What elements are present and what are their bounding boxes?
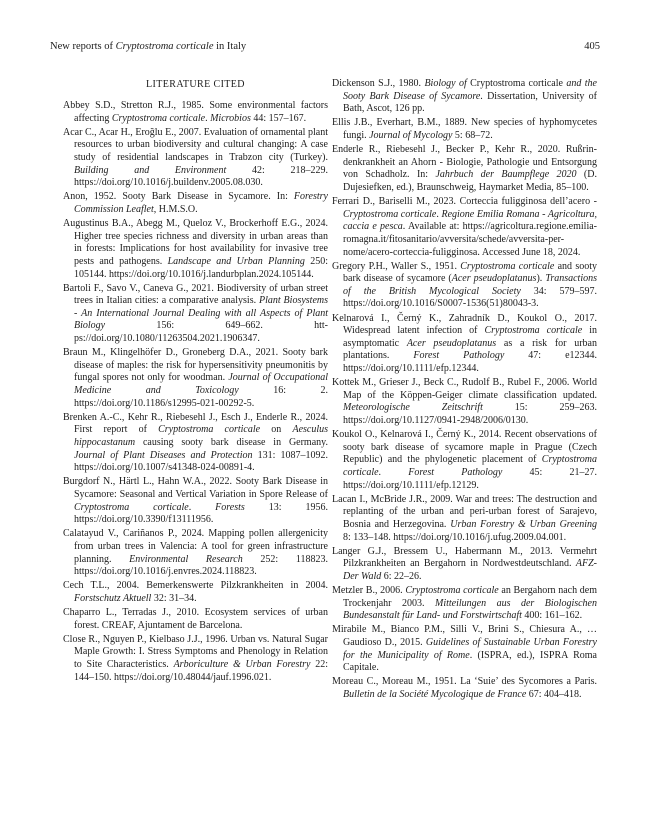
reference-text: 13: 1956. https://doi.org/10.3390/f13111956. (74, 501, 329, 526)
reference-text: 15: 259–263. https://doi.org/10.1127/0941-2948/2006/0130. (343, 402, 597, 426)
reference-italic-text: Mitteilungen aus der Biologischen Bundesanstalt für Land- und Forstwirtschaft (343, 597, 597, 622)
references-column-left (63, 78, 328, 686)
reference-text: . (188, 501, 216, 513)
running-title-segment: New reports of (50, 41, 116, 52)
reference-text: Anon, 1952. Sooty Bark Disease in Sycamore. In: (63, 191, 294, 203)
reference-text: Ellis J.B., Everhart, B.M., 1889. New species of hyphomycetes fungi. (332, 117, 597, 141)
page-number: 405 (584, 41, 600, 52)
reference-entry (332, 676, 597, 701)
reference-text: Burgdorf N., Härtl L., Hahn W.A., 2022. Sooty Bark Disease in Sycamore: Seasonal and Vertical Variation in Spore Release of (63, 476, 328, 500)
reference-text: Moreau C., Moreau M., 1951. La ‘Suie’ des Sycomores a Paris. (332, 676, 597, 688)
reference-text: 400: 161–162. (521, 610, 583, 622)
reference-text: 16: 2. https://doi.org/10.1186/s12995-021-00292-5. (74, 385, 328, 409)
reference-italic-text: Cryptostroma corticale (74, 501, 189, 513)
reference-text: Kottek M., Grieser J., Beck C., Rudolf B., Rubel F., 2006. World Map of the Köppen-Geiger climate classification updated. (332, 377, 597, 401)
reference-text: Kelnarová I., Černý K., Zahradník D., Koukol O., 2017. Widespread latent infection of (332, 312, 597, 337)
reference-text: Gregory P.H., Waller S., 1951. (332, 260, 461, 272)
section-heading: LITERATURE CITED (146, 79, 245, 90)
reference-entry (63, 191, 328, 216)
reference-text: 32: 31–34. (151, 592, 197, 604)
running-title (50, 40, 246, 53)
reference-entry (63, 634, 328, 684)
reference-italic-text: Cryptostroma corticale (343, 208, 437, 220)
reference-text: . (436, 208, 442, 220)
reference-italic-text: Forestry Commission Leaflet (74, 191, 328, 215)
reference-entry (63, 283, 328, 346)
reference-entry (332, 144, 597, 194)
reference-text: , H.M.S.O. (153, 203, 198, 215)
reference-italic-text: Guidelines of Sustainable Urban Forestry for the Municipality of Rome (343, 637, 597, 661)
reference-entry (63, 476, 328, 526)
reference-italic-text: Biology of (424, 78, 467, 89)
reference-text: Brenken A.-C., Kehr R., Riebesehl J., Esch J., Enderle R., 2024. First report of (63, 411, 328, 436)
reference-entry (63, 347, 328, 410)
reference-text: Cech T.L., 2004. Bemerkenswerte Pilzkrankheiten in 2004. (63, 580, 328, 592)
reference-entry (63, 127, 328, 190)
reference-italic-text: Meteorologische Zeitschrift (343, 402, 483, 414)
reference-text: 67: 404–418. (526, 689, 582, 701)
reference-text: 250: 105144. https://doi.org/10.1016/j.landurbplan.2024.105144. (74, 255, 328, 280)
reference-text: . (378, 466, 409, 478)
reference-entry (332, 624, 597, 674)
reference-italic-text: Forstschutz Aktuell (74, 592, 152, 604)
reference-text: Cryptostroma corticale (466, 78, 567, 89)
reference-italic-text: and the Sooty Bark Disease of Sycamore (343, 78, 597, 102)
reference-italic-text: Microbios (210, 112, 251, 124)
reference-entry (63, 607, 328, 632)
reference-text: Metzler B., 2006. (332, 585, 406, 597)
reference-italic-text: Forest Pathology (408, 466, 503, 478)
reference-text: 47: e12344. https://doi.org/10.1111/efp.12344. (343, 350, 598, 375)
reference-italic-text: Environmental Research (129, 553, 243, 565)
reference-text: and sooty bark disease of sycamore ( (343, 260, 597, 285)
reference-text: 6: 22–26. (381, 570, 422, 582)
reference-list-right (332, 78, 597, 702)
reference-italic-text: AFZ-Der Wald (343, 558, 597, 582)
reference-text: 22: 144–150. https://doi.org/10.48044/jauf.1996.021. (74, 659, 328, 683)
reference-text: Chaparro L., Terradas J., 2010. Ecosystem services of urban forest. CREAF, Ajuntament de Barcelona. (63, 607, 328, 631)
reference-entry (332, 546, 597, 584)
reference-italic-text: Cryptostroma corticale (405, 585, 499, 597)
reference-text: in asymptomatic (343, 325, 598, 349)
reference-text: 156: 649–662. https://doi.org/10.1080/11263504.2021.1906347. (74, 320, 328, 345)
reference-entry (332, 585, 597, 623)
reference-text: Langer G.J., Bressem U., Habermann M., 2013. Vermehrt Pilzkrankheiten an Bergahorn in Nordwestdeutschland. (332, 545, 597, 570)
reference-entry (63, 528, 328, 578)
reference-italic-text: Cryptostroma corticale (484, 325, 583, 337)
reference-entry (332, 377, 597, 427)
reference-text: causing sooty bark disease in Germany. (135, 437, 328, 448)
reference-italic-text: Arboriculture & Urban Forestry (173, 659, 311, 671)
reference-list-left (63, 100, 328, 684)
reference-entry (63, 412, 328, 475)
reference-text: 131: 1087–1092. https://doi.org/10.1007/s41348-024-00891-4. (74, 449, 328, 474)
reference-text: . (205, 112, 211, 124)
reference-entry (63, 100, 328, 125)
references-column-right (332, 78, 597, 703)
reference-text: on (260, 424, 293, 436)
reference-italic-text: Transactions of the British Mycological Society (343, 273, 597, 297)
reference-italic-text: Regione Emilia Romana - Agricoltura, caccia e pesca (343, 208, 598, 233)
reference-text: . (ISPRA, ed.), ISPRA Roma Capitale. (343, 649, 597, 674)
reference-text: 44: 157–167. (250, 112, 307, 124)
reference-entry (332, 117, 597, 142)
reference-italic-text: Journal of Plant Diseases and Protection (74, 449, 253, 461)
reference-italic-text: Cryptostroma corticale (111, 112, 206, 124)
reference-text: (D. Dujesiefken, ed.), Braunschweig, Haymarket Media, 85–100. (343, 169, 597, 193)
reference-text: 5: 68–72. (452, 129, 493, 141)
reference-text: 42: 218–229. https://doi.org/10.1016/j.buildenv.2005.08.030. (74, 164, 329, 189)
reference-italic-text: Landscape and Urban Planning (167, 255, 305, 267)
reference-italic-text: Urban Forestry & Urban Greening (450, 518, 597, 530)
reference-text: 252: 118823. https://doi.org/10.1016/j.envres.2024.118823. (74, 553, 328, 578)
reference-text: . Available at: https://agricoltura.regione.emilia-romagna.it/fitosanitario/avversita/schede/avversita-per-nome/acero-corteccia-fuligginosa. Accessed June 18, 2024. (343, 221, 597, 258)
reference-italic-text: Forests (215, 501, 245, 513)
reference-entry (332, 196, 597, 259)
reference-italic-text: Cryptostroma corticale (343, 454, 597, 478)
reference-text: an Bergahorn nach dem Trockenjahr 2003. (343, 585, 598, 609)
reference-entry (63, 580, 328, 605)
reference-entry (332, 429, 597, 492)
reference-text: 8: 133–148. https://doi.org/10.1016/j.ufug.2009.04.001. (343, 531, 567, 543)
reference-text: Acar C., Acar H., Eroğlu E., 2007. Evaluation of ornamental plant resources to urban biodiversity and cultural changing: A case study of residential landscapes in Trabzon city (Turkey). (63, 126, 328, 163)
reference-text: Dickenson S.J., 1980. (332, 78, 425, 89)
reference-italic-text: Acer pseudoplatanus (451, 273, 537, 285)
reference-italic-text: Cryptostroma corticale (460, 260, 555, 272)
reference-text: 34: 579–597. https://doi.org/10.1016/S0007-1536(51)80043-3. (343, 285, 598, 310)
reference-text: Enderle R., Riebesehl J., Becker P., Kehr R., 2020. Rußrindenkrankheit an Ahorn - Biologie, Pathologie und Entsorgung von Schadholz. In: (332, 144, 597, 181)
reference-text: Calatayud V., Cariñanos P., 2024. Mapping pollen allergenicity from urban trees in Valencia: A tool for green infrastructure planning. (63, 528, 328, 565)
reference-text: Mirabile M., Bianco P.M., Silli V., Brini S., Chiesura A., … Gaudioso D., 2015. (332, 624, 597, 649)
reference-entry (332, 261, 597, 311)
reference-entry (332, 313, 597, 376)
reference-text: Close R., Nguyen P., Kielbaso J.J., 1996. Urban vs. Natural Sugar Maple Growth: I. Stress Symptoms and Phenology in Relation to Site Characteristics. (63, 633, 328, 671)
reference-text: Augustinus B.A., Abegg M., Queloz V., Brockerhoff E.G., 2024. Higher tree species richness and diversity in urban areas than in forests: Implications for host availability for invasive tree pests and pathogens. (63, 218, 328, 267)
reference-italic-text: Aesculus hippocastanum (74, 424, 329, 448)
running-title-segment: Cryptostroma corticale (115, 41, 214, 52)
reference-entry (63, 218, 328, 281)
reference-text: Ferrari D., Bariselli M., 2023. Corteccia fuligginosa dell’acero - (332, 196, 597, 208)
reference-text: . Dissertation, University of Bath, Ascot, 126 pp. (343, 90, 597, 115)
reference-text: as a risk for urban plantations. (343, 337, 597, 362)
reference-italic-text: Acer pseudoplatanus (406, 337, 497, 349)
reference-text: Koukol O., Kelnarová I., Černý K., 2014. Recent observations of sooty bark disease of sycamore maple in Prague (Czech Republic) and the phylogenetic placement of (332, 429, 597, 466)
running-title-segment: in Italy (213, 41, 247, 52)
reference-text: 45: 21–27. https://doi.org/10.1111/efp.12129. (343, 466, 598, 491)
reference-italic-text: Plant Biosystems - An International Journal Dealing with all Aspects of Plant Biology (74, 295, 328, 332)
reference-italic-text: Journal of Occupational Medicine and Toxicology (74, 372, 328, 397)
reference-italic-text: Journal of Mycology (369, 129, 453, 141)
reference-entry (332, 78, 597, 116)
reference-italic-text: Forest Pathology (413, 350, 505, 362)
reference-italic-text: Building and Environment (74, 164, 227, 176)
reference-italic-text: Cryptostroma corticale (158, 424, 261, 436)
reference-text: Abbey S.D., Stretton R.J., 1985. Some environmental factors affecting (63, 100, 328, 124)
reference-italic-text: Jahrbuch der Baumpflege 2020 (435, 169, 577, 181)
reference-text: Braun M., Klingelhöfer D., Groneberg D.A., 2021. Sooty bark disease of maples: the risk for hypersensitivity pneumonitis by fungal spores not only for woodman. (63, 347, 328, 384)
reference-text: ). (536, 273, 546, 285)
reference-text: Bartoli F., Savo V., Caneva G., 2021. Biodiversity of urban street trees in Italian cities: a comparative analysis. (63, 282, 328, 307)
reference-entry (332, 494, 597, 544)
reference-italic-text: Bulletin de la Société Mycologique de France (343, 689, 527, 701)
reference-text: Lacan I., McBride J.R., 2009. War and trees: The destruction and replanting of the urban and peri-urban forest of Sarajevo, Bosnia and Herzegovina. (332, 493, 597, 530)
